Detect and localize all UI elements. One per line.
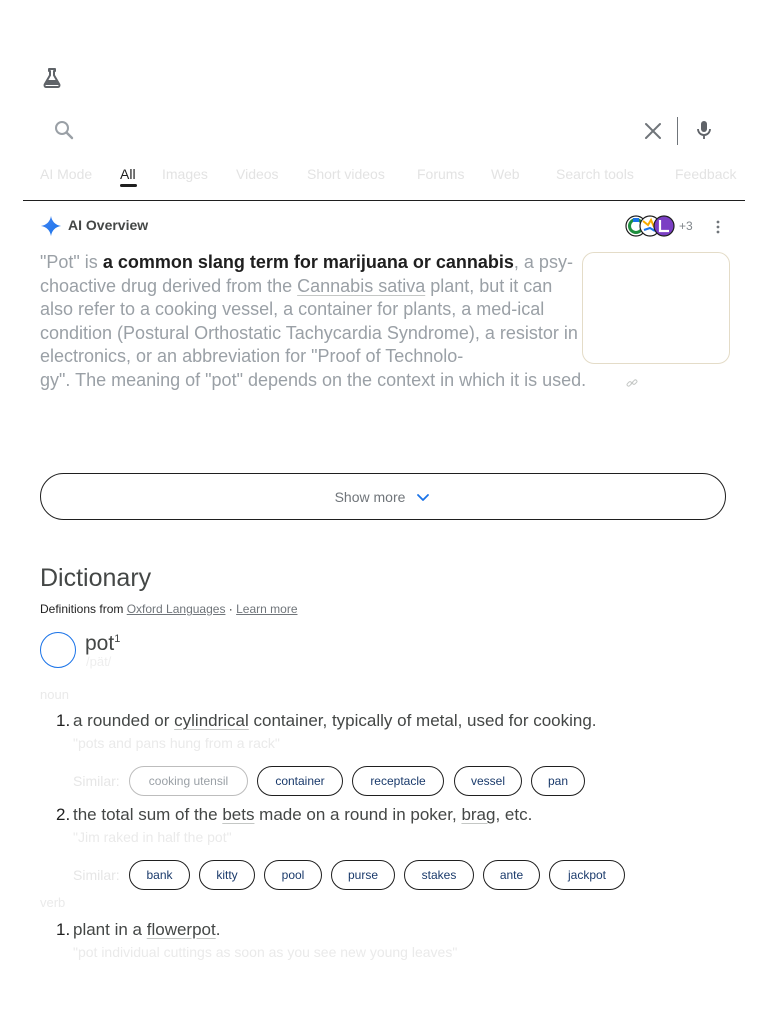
- definition-number: 1.: [56, 920, 71, 939]
- definition-number: 1.: [56, 711, 71, 730]
- definition-number: 2.: [56, 805, 71, 824]
- overview-image[interactable]: [582, 252, 730, 364]
- oxford-languages-link[interactable]: Oxford Languages: [126, 602, 226, 616]
- ai-overview-text: "Pot" is a common slang term for marijuana or cannabis, a psy-choactive drug derived from the Cannabis sativa plant, but it can also refer to a cooking vessel, a container for plants, a med-ical condition (Postural Orthostatic Tachycardia Syndrome), a resistor in electronics, or an abbreviation for "Proof of Technolo-: [40, 252, 578, 366]
- tab-web[interactable]: Web: [491, 166, 520, 182]
- similar-chip[interactable]: receptacle: [352, 766, 444, 796]
- part-of-speech-verb: verb: [40, 895, 66, 910]
- show-more-label: Show more: [334, 488, 406, 505]
- similar-chip[interactable]: pool: [264, 860, 322, 890]
- tabs-divider: [23, 200, 745, 201]
- flask-icon[interactable]: [40, 66, 64, 90]
- search-input[interactable]: [86, 118, 626, 144]
- source-avatars[interactable]: [624, 214, 680, 238]
- tab-ai-mode[interactable]: AI Mode: [40, 166, 93, 182]
- similar-chip[interactable]: container: [257, 766, 343, 796]
- ai-overview-last-line: gy". The meaning of "pot" depends on the context in which it is used.: [40, 370, 587, 390]
- word-superscript: 1: [114, 633, 121, 645]
- highlight-text: a common slang term for marijuana or cannabis: [102, 252, 514, 272]
- show-more-button[interactable]: [40, 473, 726, 520]
- similar-chip[interactable]: stakes: [404, 860, 474, 890]
- tab-images[interactable]: Images: [162, 166, 208, 182]
- dictionary-title: Dictionary: [40, 564, 152, 592]
- similar-chip[interactable]: cooking utensil: [129, 766, 248, 796]
- dictionary-word: pot$^1$: [85, 632, 121, 655]
- mic-icon[interactable]: [692, 118, 716, 142]
- part-of-speech-noun: noun: [40, 687, 69, 702]
- speaker-icon[interactable]: [40, 632, 76, 668]
- brag-link[interactable]: brag: [461, 805, 496, 824]
- definition-text: plant in a flowerpot.: [73, 920, 221, 939]
- similar-chip[interactable]: ante: [483, 860, 540, 890]
- tab-search-tools[interactable]: Search tools: [556, 166, 634, 182]
- similar-chip[interactable]: pan: [531, 766, 585, 796]
- chevron-down-icon: [415, 489, 431, 505]
- cannabis-sativa-link[interactable]: Cannabis sativa: [297, 275, 426, 296]
- tab-feedback[interactable]: Feedback: [675, 166, 737, 182]
- tab-all[interactable]: All: [120, 166, 136, 182]
- phonetic: /pät/: [86, 654, 112, 669]
- definition-example: "pots and pans hung from a rack": [73, 735, 280, 751]
- similar-label: Similar:: [73, 867, 120, 883]
- active-tab-indicator: [120, 184, 137, 187]
- tab-forums[interactable]: Forums: [417, 166, 465, 182]
- definition-text: a rounded or cylindrical container, typically of metal, used for cooking.: [73, 711, 597, 730]
- learn-more-link[interactable]: Learn more: [236, 602, 298, 616]
- search-icon: [52, 118, 76, 142]
- tab-videos[interactable]: Videos: [236, 166, 279, 182]
- definition-text: the total sum of the bets made on a round in poker, brag, etc.: [73, 805, 533, 824]
- sparkle-icon: [40, 215, 62, 237]
- search-divider: [677, 117, 678, 145]
- more-sources-count[interactable]: +3: [679, 219, 693, 233]
- similar-chip[interactable]: bank: [129, 860, 190, 890]
- dictionary-source: Definitions from Oxford Languages · Learn more: [40, 602, 298, 616]
- similar-chip[interactable]: jackpot: [549, 860, 625, 890]
- more-vert-icon[interactable]: [710, 216, 726, 238]
- close-icon[interactable]: [641, 119, 665, 143]
- similar-chip[interactable]: vessel: [454, 766, 522, 796]
- flowerpot-link[interactable]: flowerpot: [146, 920, 216, 939]
- similar-chip[interactable]: kitty: [199, 860, 255, 890]
- similar-label: Similar:: [73, 773, 120, 789]
- cylindrical-link[interactable]: cylindrical: [174, 711, 249, 730]
- ai-overview-title: AI Overview: [68, 217, 149, 233]
- bets-link[interactable]: bets: [222, 805, 255, 824]
- link-icon[interactable]: [626, 377, 638, 389]
- similar-chip[interactable]: purse: [331, 860, 395, 890]
- definition-example: "Jim raked in half the pot": [73, 829, 232, 845]
- definition-example: "pot individual cuttings as soon as you see new young leaves": [73, 944, 458, 960]
- tab-short-videos[interactable]: Short videos: [307, 166, 385, 182]
